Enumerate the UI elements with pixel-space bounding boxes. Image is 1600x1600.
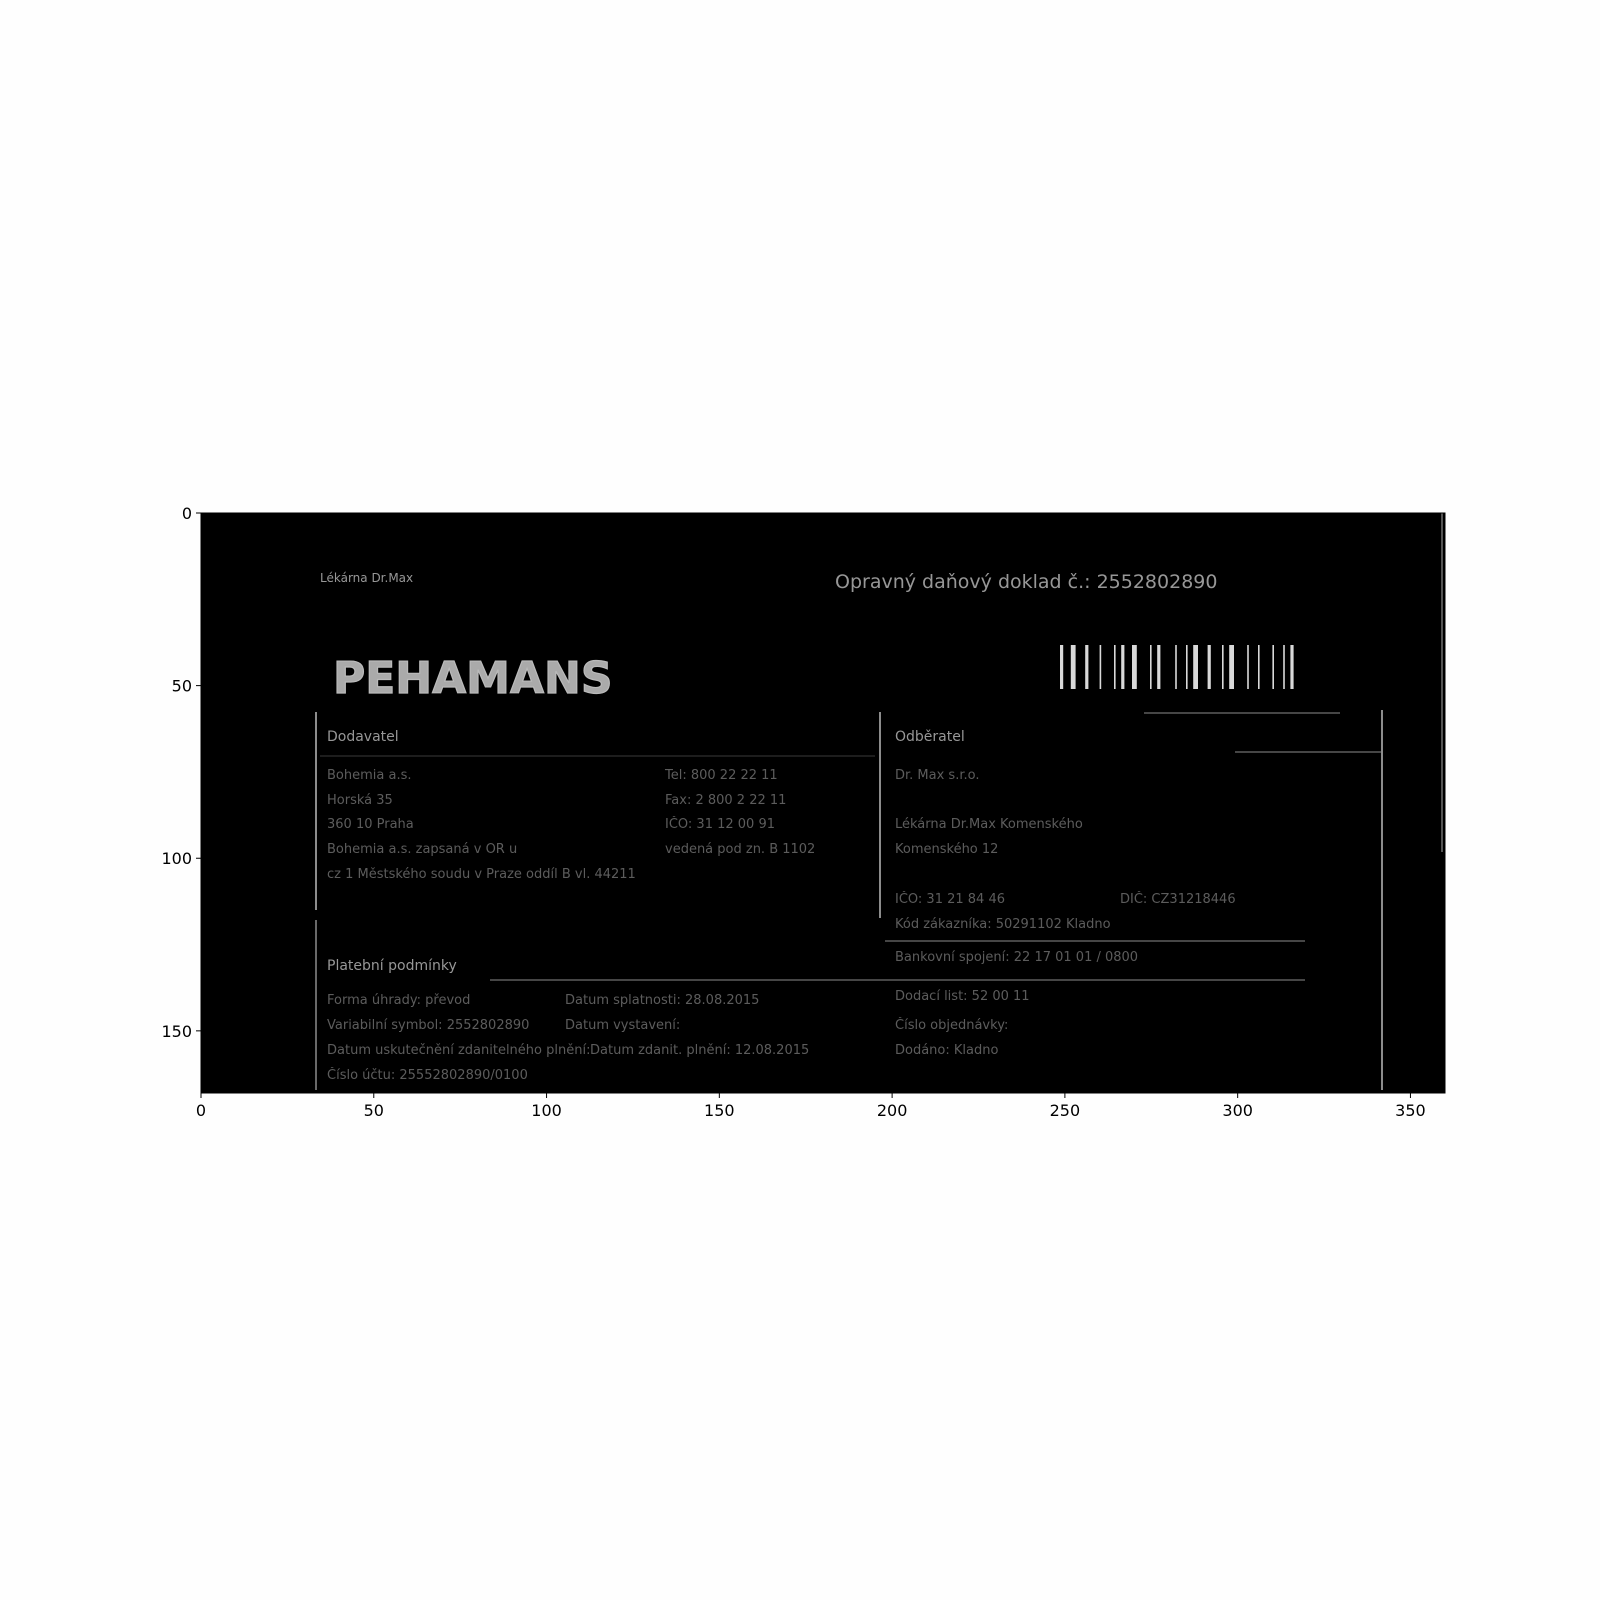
x-axis <box>196 1093 1426 1120</box>
customer-id: IČO: 31 21 84 46 <box>895 892 1005 907</box>
barcode-bar <box>1071 645 1076 689</box>
barcode-bar <box>1290 645 1293 689</box>
customer-account: Bankovní spojení: 22 17 01 01 / 0800 <box>895 950 1139 965</box>
x-tick-label: 150 <box>704 1101 735 1120</box>
customer-id: DIČ: CZ31218446 <box>1120 892 1236 907</box>
supplier-line-left: 360 10 Praha <box>327 817 414 832</box>
x-tick-label: 250 <box>1049 1101 1081 1120</box>
payment-line-right: Datum vystavení: <box>565 1018 681 1033</box>
supplier-line-left: Bohemia a.s. <box>327 768 412 783</box>
barcode-bar <box>1100 645 1102 689</box>
barcode-bar <box>1222 645 1224 689</box>
x-tick-label: 0 <box>195 1101 207 1120</box>
payment-last: Číslo účtu: 25552802890/0100 <box>327 1068 528 1083</box>
barcode-bar <box>1175 645 1177 689</box>
barcode-bar <box>1258 645 1260 689</box>
barcode-bar <box>1229 645 1234 689</box>
barcode-bar <box>1272 645 1274 689</box>
right-block-line: Dodáno: Kladno <box>895 1043 999 1058</box>
barcode-bar <box>1085 645 1088 689</box>
barcode-bar <box>1121 645 1124 689</box>
barcode-bar <box>1132 645 1137 689</box>
y-tick-label: 50 <box>171 676 192 696</box>
x-tick-label: 200 <box>876 1101 908 1120</box>
y-tick-label: 0 <box>181 504 192 523</box>
customer-extra: Kód zákazníka: 50291102 Kladno <box>895 917 1111 932</box>
supplier-heading: Dodavatel <box>327 729 399 745</box>
x-tick-label: 300 <box>1222 1101 1253 1120</box>
right-block-line: Číslo objednávky: <box>895 1018 1009 1033</box>
customer-line: Lékárna Dr.Max Komenského <box>895 817 1083 832</box>
x-tick-label: 100 <box>531 1101 562 1120</box>
supplier-line-left: Bohemia a.s. zapsaná v OR u <box>327 842 518 857</box>
payment-line-left: Datum uskutečnění zdanitelného plnění: <box>327 1043 591 1058</box>
barcode-bar <box>1193 645 1198 689</box>
barcode-bar <box>1247 645 1249 689</box>
barcode-bar <box>1186 645 1188 689</box>
payment-line-right: Datum splatnosti: 28.08.2015 <box>565 993 760 1008</box>
y-axis <box>161 504 201 1041</box>
barcode-bar <box>1150 645 1152 689</box>
barcode-bar <box>1157 645 1160 689</box>
x-tick-label: 350 <box>1395 1101 1426 1120</box>
doc-top-left-small: Lékárna Dr.Max <box>320 571 414 585</box>
supplier-line-left: Horská 35 <box>327 793 393 808</box>
supplier-line-right: vedená pod zn. B 1102 <box>665 842 816 857</box>
payment-heading: Platební podmínky <box>327 958 457 974</box>
y-tick-label: 100 <box>161 849 192 869</box>
barcode-bar <box>1283 645 1285 689</box>
payment-line-right: Datum zdanit. plnění: 12.08.2015 <box>590 1043 810 1058</box>
supplier-line-left: cz 1 Městského soudu v Praze oddíl B vl. 44211 <box>327 867 636 882</box>
supplier-line-right: Fax: 2 800 2 22 11 <box>665 793 787 808</box>
supplier-line-right: IČO: 31 12 00 91 <box>665 817 775 832</box>
barcode-bar <box>1208 645 1211 689</box>
payment-line-left: Forma úhrady: převod <box>327 993 471 1008</box>
customer-heading: Odběratel <box>895 729 965 745</box>
supplier-line-right: Tel: 800 22 22 11 <box>665 768 778 783</box>
customer-line: Dr. Max s.r.o. <box>895 768 980 783</box>
doc-logo: PEHAMANS <box>333 653 613 704</box>
right-block-line: Dodací list: 52 00 11 <box>895 989 1030 1004</box>
customer-line: Komenského 12 <box>895 842 999 857</box>
barcode-bar <box>1114 645 1116 689</box>
payment-line-left: Variabilní symbol: 2552802890 <box>327 1018 530 1033</box>
x-tick-label: 50 <box>363 1101 384 1120</box>
doc-title: Opravný daňový doklad č.: 2552802890 <box>835 571 1218 593</box>
barcode-bar <box>1060 645 1063 689</box>
y-tick-label: 150 <box>161 1021 192 1041</box>
